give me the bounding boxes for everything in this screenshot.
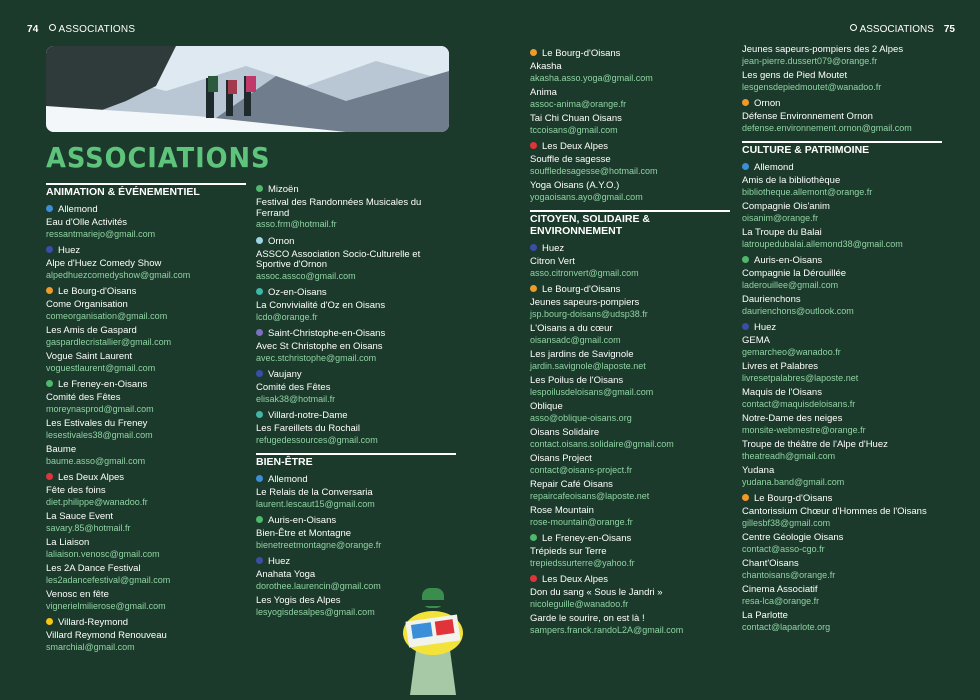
location-label: [530, 140, 730, 153]
association-entry: [530, 350, 730, 371]
association-email-link[interactable]: contact@oisans-project.fr: [530, 464, 633, 475]
association-email-link[interactable]: laderouillee@gmail.com: [742, 279, 839, 290]
location-label: [46, 378, 246, 391]
location-dot-icon: [256, 288, 263, 295]
location-label: [256, 473, 456, 486]
association-entry: [742, 202, 942, 223]
association-name: Centre Géologie Oisans: [742, 532, 844, 543]
association-email-link[interactable]: lesyogisdesalpes@gmail.com: [256, 606, 375, 617]
association-name: Repair Café Oisans: [530, 479, 613, 490]
location-dot-icon: [530, 575, 537, 582]
association-entry: [530, 402, 730, 423]
association-name: Venosc en fête: [46, 589, 109, 600]
association-name: La Troupe du Balai: [742, 227, 822, 238]
location-dot-icon: [256, 557, 263, 564]
association-name: Anahata Yoga: [256, 569, 316, 580]
association-name: Citron Vert: [530, 256, 575, 267]
association-email-link[interactable]: defense.environnement.ornon@gmail.com: [742, 122, 912, 133]
page-number-right: 75: [943, 24, 955, 35]
association-entry: [46, 512, 246, 533]
location-name: Saint-Christophe-en-Oisans: [268, 328, 386, 339]
association-entry: [46, 590, 246, 611]
location-name: Allemond: [58, 204, 98, 215]
association-email-link[interactable]: jsp.bourg-doisans@udsp38.fr: [530, 308, 648, 319]
location-dot-icon: [530, 285, 537, 292]
location-name: Mizoën: [268, 184, 299, 195]
location-name: Le Bourg-d'Oisans: [58, 286, 137, 297]
association-email-link[interactable]: gemarcheo@wanadoo.fr: [742, 346, 841, 357]
location-dot-icon: [256, 370, 263, 377]
association-name: Le Relais de la Conversaria: [256, 487, 373, 498]
section-heading: BIEN-ÊTRE: [256, 453, 456, 468]
location-dot-icon: [530, 142, 537, 149]
association-name: Tai Chi Chuan Oisans: [530, 113, 622, 124]
association-entry: [742, 228, 942, 249]
association-email-link[interactable]: assoc-anima@orange.fr: [530, 98, 627, 109]
association-email-link[interactable]: lespoilusdeloisans@gmail.com: [530, 386, 654, 397]
association-name: Oisans Solidaire: [530, 427, 600, 438]
location-label: [256, 235, 456, 248]
association-name: Les Fareillets du Rochail: [256, 423, 361, 434]
association-name: Bien-Être et Montagne: [256, 528, 352, 539]
association-name: Livres et Palabres: [742, 361, 819, 372]
association-name: La Liaison: [46, 537, 90, 548]
location-name: Huez: [754, 322, 777, 333]
association-name: La Parlotte: [742, 610, 788, 621]
section-heading: ANIMATION & ÉVÉNEMENTIEL: [46, 183, 246, 198]
association-name: Souffle de sagesse: [530, 154, 611, 165]
location-label: [256, 286, 456, 299]
page-title: ASSOCIATIONS: [46, 141, 271, 174]
association-email-link[interactable]: resa-lca@orange.fr: [742, 595, 820, 606]
association-entry: [46, 218, 246, 239]
association-email-link[interactable]: bienetreetmontagne@orange.fr: [256, 539, 382, 550]
location-name: Oz-en-Oisans: [268, 287, 327, 298]
location-label: [742, 161, 942, 174]
association-name: Cantorissium Chœur d'Hommes de l'Oisans: [742, 506, 927, 517]
location-name: Le Freney-en-Oisans: [58, 379, 148, 390]
association-entry: [530, 547, 730, 568]
association-email-link[interactable]: savary.85@hotmail.fr: [46, 522, 131, 533]
location-label: [256, 409, 456, 422]
association-entry: [742, 269, 942, 290]
association-entry: [530, 614, 730, 635]
association-email-link[interactable]: theatreadh@gmail.com: [742, 450, 836, 461]
association-name: Yoga Oisans (A.Y.O.): [530, 180, 620, 191]
association-email-link[interactable]: diet.philippe@wanadoo.fr: [46, 496, 148, 507]
location-name: Les Deux Alpes: [58, 472, 125, 483]
location-name: Auris-en-Oisans: [754, 255, 823, 266]
association-name: Come Organisation: [46, 299, 128, 310]
page-number-left: 74: [27, 24, 39, 35]
location-label: [46, 203, 246, 216]
location-name: Allemond: [754, 162, 794, 173]
association-email-link[interactable]: daurienchons@outlook.com: [742, 305, 854, 316]
association-name: Rose Mountain: [530, 505, 594, 516]
location-name: Les Deux Alpes: [542, 141, 609, 152]
association-entry: [256, 198, 456, 230]
location-label: [742, 492, 942, 505]
location-dot-icon: [46, 618, 53, 625]
association-entry: [530, 257, 730, 278]
location-dot-icon: [530, 49, 537, 56]
association-name: Les Estivales du Freney: [46, 418, 148, 429]
location-label: [256, 368, 456, 381]
association-name: Daurienchons: [742, 294, 801, 305]
association-entry: [530, 454, 730, 475]
association-entry: [46, 538, 246, 559]
location-label: [530, 532, 730, 545]
association-entry: [530, 114, 730, 135]
location-label: [530, 47, 730, 60]
association-entry: [742, 414, 942, 435]
association-entry: [46, 352, 246, 373]
association-name: Maquis de l'Oisans: [742, 387, 822, 398]
association-entry: [256, 529, 456, 550]
association-name: Les Amis de Gaspard: [46, 325, 137, 336]
location-dot-icon: [742, 256, 749, 263]
association-name: Oisans Project: [530, 453, 592, 464]
location-label: [46, 285, 246, 298]
column-3: [530, 45, 730, 640]
association-email-link[interactable]: comeorganisation@gmail.com: [46, 310, 168, 321]
location-label: [742, 254, 942, 267]
association-email-link[interactable]: bibliotheque.allemont@orange.fr: [742, 186, 873, 197]
location-name: Villard-Reymond: [58, 617, 129, 628]
association-entry: [46, 564, 246, 585]
association-entry: [46, 259, 246, 280]
association-entry: [46, 393, 246, 414]
association-email-link[interactable]: assoc.assco@gmail.com: [256, 270, 356, 281]
association-email-link[interactable]: monsite-webmestre@orange.fr: [742, 424, 866, 435]
association-email-link[interactable]: contact@laparlote.org: [742, 621, 831, 632]
association-entry: [256, 424, 456, 445]
location-name: Villard-notre-Dame: [268, 410, 348, 421]
association-email-link[interactable]: jardin.savignole@laposte.net: [530, 360, 646, 371]
association-name: Vogue Saint Laurent: [46, 351, 133, 362]
location-dot-icon: [256, 237, 263, 244]
location-name: Ornon: [268, 235, 295, 247]
association-email-link[interactable]: livresetpalabres@laposte.net: [742, 372, 859, 383]
location-label: [256, 183, 456, 196]
association-entry: [742, 336, 942, 357]
association-email-link[interactable]: jean-pierre.dussert079@orange.fr: [742, 55, 878, 66]
association-entry: [742, 533, 942, 554]
association-entry: [742, 507, 942, 528]
association-name: La Sauce Event: [46, 511, 114, 522]
association-entry: [742, 388, 942, 409]
column-4: [742, 45, 942, 637]
association-email-link[interactable]: souffledesagesse@hotmail.com: [530, 165, 658, 176]
location-name: Vaujany: [268, 369, 302, 380]
association-entry: [530, 588, 730, 609]
association-email-link[interactable]: avec.stchristophe@gmail.com: [256, 352, 377, 363]
association-email-link[interactable]: contact@maquisdeloisans.fr: [742, 398, 856, 409]
association-entry: [530, 428, 730, 449]
location-dot-icon: [46, 246, 53, 253]
association-entry: [742, 585, 942, 606]
association-email-link[interactable]: dorothee.laurencin@gmail.com: [256, 580, 381, 591]
association-name: Oblique: [530, 401, 563, 412]
association-name: Anima: [530, 87, 557, 98]
association-name: GEMA: [742, 335, 770, 346]
association-email-link[interactable]: laurent.lescaut15@gmail.com: [256, 498, 375, 509]
association-entry: [742, 362, 942, 383]
association-entry: [742, 295, 942, 316]
association-email-link[interactable]: oisanim@orange.fr: [742, 212, 819, 223]
column-1: [46, 183, 246, 657]
header-title-right: ASSOCIATIONS: [859, 24, 934, 35]
association-entry: [742, 45, 942, 66]
location-dot-icon: [530, 534, 537, 541]
association-email-link[interactable]: refugedessources@gmail.com: [256, 434, 378, 445]
association-entry: [742, 112, 942, 133]
association-email-link[interactable]: contact.oisans.solidaire@gmail.com: [530, 438, 674, 449]
person-reading-icon: [392, 578, 474, 695]
association-name: Baume: [46, 444, 77, 455]
location-label: [46, 471, 246, 484]
location-name: Le Bourg-d'Oisans: [754, 493, 833, 504]
association-email-link[interactable]: lesgensdepiedmoutet@wanadoo.fr: [742, 81, 882, 92]
location-dot-icon: [46, 287, 53, 294]
association-name: Troupe de théâtre de l'Alpe d'Huez: [742, 439, 888, 450]
location-label: [256, 327, 456, 340]
association-name: Notre-Dame des neiges: [742, 413, 843, 424]
association-entry: [742, 466, 942, 487]
association-name: Akasha: [530, 61, 562, 72]
location-label: [530, 573, 730, 586]
photo-illustration: [46, 46, 449, 132]
association-entry: [530, 155, 730, 176]
association-email-link[interactable]: rose-mountain@orange.fr: [530, 516, 633, 527]
association-entry: [46, 419, 246, 440]
association-entry: [742, 176, 942, 197]
location-name: Le Freney-en-Oisans: [542, 533, 632, 544]
association-entry: [256, 342, 456, 363]
association-email-link[interactable]: ressantmariejo@gmail.com: [46, 228, 156, 239]
association-email-link[interactable]: baume.asso@gmail.com: [46, 455, 146, 466]
location-name: Ornon: [754, 98, 781, 109]
association-email-link[interactable]: contact@asso-cgo.fr: [742, 543, 825, 554]
association-email-link[interactable]: latroupedubalai.allemond38@gmail.com: [742, 238, 903, 249]
location-dot-icon: [742, 323, 749, 330]
location-name: Le Bourg-d'Oisans: [542, 48, 621, 59]
association-name: Jeunes sapeurs-pompiers des 2 Alpes: [742, 44, 904, 55]
association-email-link[interactable]: trepiedssurterre@yahoo.fr: [530, 557, 635, 568]
association-entry: [742, 611, 942, 632]
association-email-link[interactable]: laliaison.venosc@gmail.com: [46, 548, 160, 559]
location-name: Allemond: [268, 474, 308, 485]
association-name: Les Poilus de l'Oisans: [530, 375, 624, 386]
association-name: Les jardins de Savignole: [530, 349, 634, 360]
circle-icon: [49, 24, 56, 31]
association-email-link[interactable]: gillesbf38@gmail.com: [742, 517, 831, 528]
association-name: Les 2A Dance Festival: [46, 563, 141, 574]
association-email-link[interactable]: sampers.franck.randoL2A@gmail.com: [530, 624, 684, 635]
association-entry: [256, 301, 456, 322]
association-entry: [530, 324, 730, 345]
location-name: Huez: [58, 245, 81, 256]
association-email-link[interactable]: asso.citronvert@gmail.com: [530, 267, 639, 278]
association-name: Alpe d'Huez Comedy Show: [46, 258, 162, 269]
association-name: Compagnie la Dérouillée: [742, 268, 847, 279]
association-name: Garde le sourire, on est là !: [530, 613, 645, 624]
association-name: Yudana: [742, 465, 775, 476]
association-email-link[interactable]: voguestlaurent@gmail.com: [46, 362, 156, 373]
association-entry: [530, 480, 730, 501]
location-dot-icon: [530, 244, 537, 251]
header-right: [850, 24, 955, 35]
association-name: Trépieds sur Terre: [530, 546, 607, 557]
location-label: [46, 616, 246, 629]
association-name: La Convivialité d'Oz en Oisans: [256, 300, 386, 311]
location-name: Auris-en-Oisans: [268, 515, 337, 526]
association-email-link[interactable]: repaircafeoisans@laposte.net: [530, 490, 650, 501]
association-entry: [46, 631, 246, 652]
location-dot-icon: [256, 411, 263, 418]
location-name: Huez: [268, 556, 291, 567]
association-email-link[interactable]: les2adancefestival@gmail.com: [46, 574, 171, 585]
association-name: ASSCO Association Socio-Culturelle et Sportive d'Ornon: [256, 248, 421, 270]
location-label: [742, 321, 942, 334]
association-entry: [256, 383, 456, 404]
location-label: [256, 514, 456, 527]
location-name: Le Bourg-d'Oisans: [542, 284, 621, 295]
location-label: [530, 242, 730, 255]
location-name: Les Deux Alpes: [542, 574, 609, 585]
reader-illustration: [392, 578, 474, 695]
association-name: Don du sang « Sous le Jandri »: [530, 587, 663, 598]
location-name: Huez: [542, 243, 565, 254]
association-name: Eau d'Olle Activités: [46, 217, 128, 228]
association-email-link[interactable]: oisansadc@gmail.com: [530, 334, 621, 345]
association-entry: [530, 62, 730, 83]
association-email-link[interactable]: smarchial@gmail.com: [46, 641, 135, 652]
association-email-link[interactable]: elisak38@hotmail.fr: [256, 393, 336, 404]
location-label: [530, 283, 730, 296]
association-email-link[interactable]: alpedhuezcomedyshow@gmail.com: [46, 269, 191, 280]
association-name: Festival des Randonnées Musicales du Ferrand: [256, 197, 422, 219]
association-name: Les gens de Pied Moutet: [742, 70, 848, 81]
association-entry: [46, 326, 246, 347]
association-name: Amis de la bibliothèque: [742, 175, 841, 186]
association-entry: [530, 376, 730, 397]
location-dot-icon: [256, 516, 263, 523]
association-email-link[interactable]: yudana.band@gmail.com: [742, 476, 845, 487]
association-name: Défense Environnement Ornon: [742, 111, 873, 122]
association-entry: [530, 181, 730, 202]
location-dot-icon: [742, 163, 749, 170]
association-name: Comité des Fêtes: [256, 382, 331, 393]
section-heading: CULTURE & PATRIMOINE: [742, 141, 942, 156]
association-email-link[interactable]: lcdo@orange.fr: [256, 311, 318, 322]
location-label: [46, 244, 246, 257]
column-2: [256, 181, 456, 622]
association-email-link[interactable]: asso@oblique-oisans.org: [530, 412, 632, 423]
association-email-link[interactable]: asso.frm@hotmail.fr: [256, 219, 337, 229]
association-name: Jeunes sapeurs-pompiers: [530, 297, 640, 308]
association-name: Fête des foins: [46, 485, 106, 496]
location-label: [742, 97, 942, 110]
location-dot-icon: [256, 185, 263, 192]
association-name: L'Oisans a du cœur: [530, 323, 613, 334]
association-email-link[interactable]: tccoisans@gmail.com: [530, 124, 618, 135]
header-left: [27, 24, 135, 35]
location-dot-icon: [742, 494, 749, 501]
section-heading: CITOYEN, SOLIDAIRE & ENVIRONNEMENT: [530, 210, 730, 237]
association-entry: [742, 559, 942, 580]
association-name: Chant'Oisans: [742, 558, 799, 569]
location-dot-icon: [46, 380, 53, 387]
association-email-link[interactable]: lesestivales38@gmail.com: [46, 429, 153, 440]
association-email-link[interactable]: vignerielmilierose@gmail.com: [46, 600, 166, 611]
association-entry: [742, 440, 942, 461]
location-label: [256, 555, 456, 568]
association-entry: [742, 71, 942, 92]
association-name: Villard Reymond Renouveau: [46, 630, 167, 641]
association-email-link[interactable]: chantoisans@orange.fr: [742, 569, 836, 580]
association-entry: [530, 298, 730, 319]
association-name: Compagnie Ois'anim: [742, 201, 830, 212]
location-dot-icon: [46, 473, 53, 480]
circle-icon: [850, 24, 857, 31]
association-email-link[interactable]: moreynasprod@gmail.com: [46, 403, 154, 414]
association-entry: [46, 445, 246, 466]
association-name: Les Yogis des Alpes: [256, 595, 341, 606]
location-dot-icon: [256, 475, 263, 482]
association-entry: [530, 506, 730, 527]
association-entry: [256, 250, 456, 282]
header-title-left: ASSOCIATIONS: [58, 24, 136, 35]
association-entry: [46, 486, 246, 507]
location-dot-icon: [46, 205, 53, 212]
association-name: Cinema Associatif: [742, 584, 818, 595]
location-dot-icon: [742, 99, 749, 106]
association-name: Avec St Christophe en Oisans: [256, 341, 383, 352]
association-name: Comité des Fêtes: [46, 392, 121, 403]
association-email-link[interactable]: akasha.asso.yoga@gmail.com: [530, 72, 653, 83]
association-entry: [46, 300, 246, 321]
association-email-link[interactable]: nicoleguille@wanadoo.fr: [530, 598, 629, 609]
location-dot-icon: [256, 329, 263, 336]
association-email-link[interactable]: yogaoisans.ayo@gmail.com: [530, 191, 643, 202]
association-email-link[interactable]: gaspardlecristallier@gmail.com: [46, 336, 172, 347]
association-entry: [530, 88, 730, 109]
association-entry: [256, 488, 456, 509]
snowshoe-hikers-photo: [46, 46, 449, 132]
